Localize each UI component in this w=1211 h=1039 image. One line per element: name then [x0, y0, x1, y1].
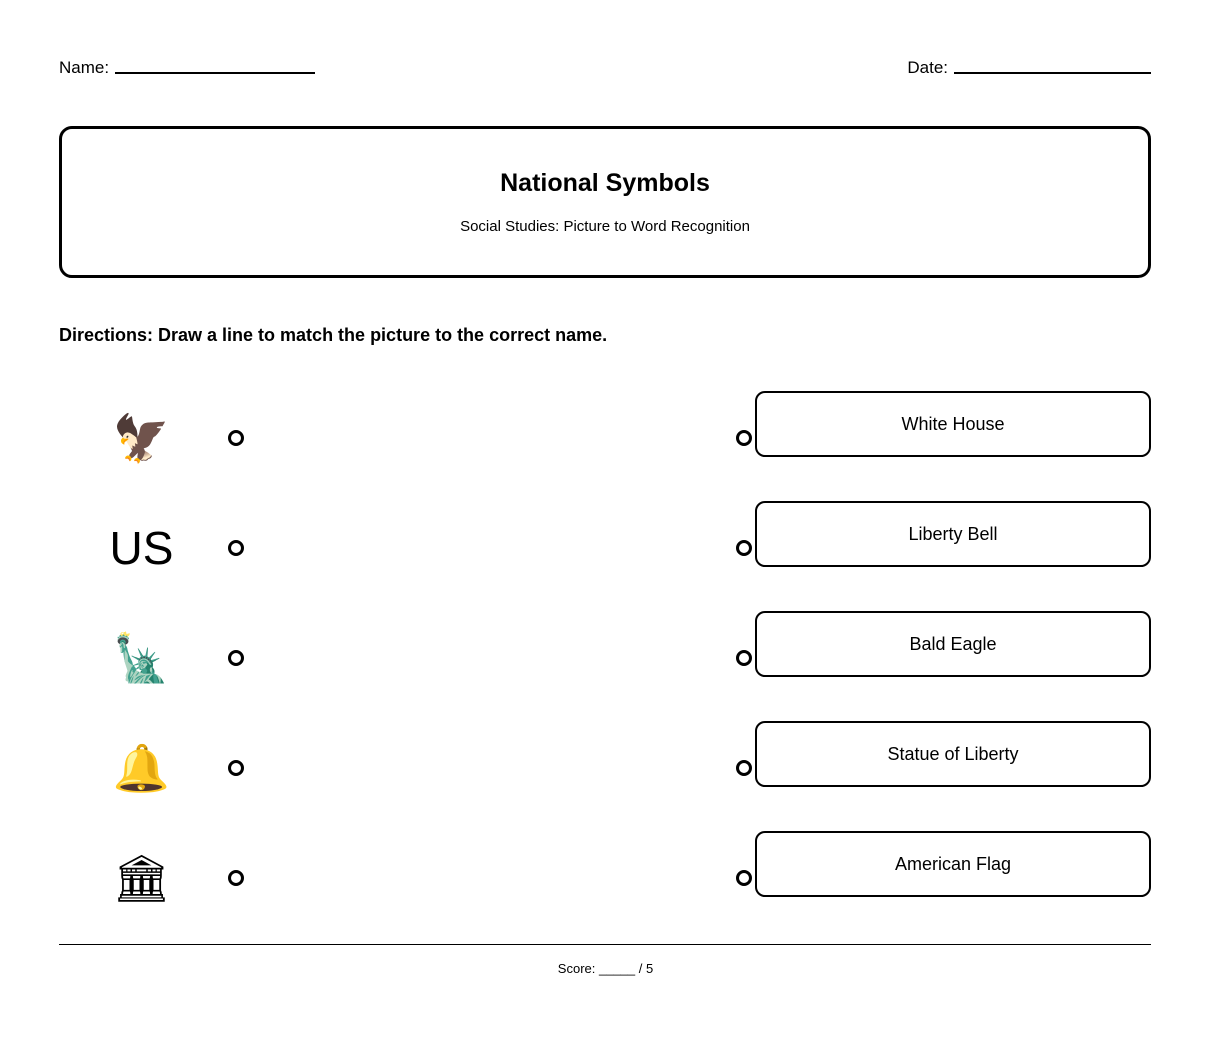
answer-option-box[interactable] — [755, 831, 1151, 897]
match-row — [59, 713, 1151, 823]
right-connector-dot[interactable] — [736, 870, 752, 886]
answer-option-box[interactable] — [755, 721, 1151, 787]
student-info-header — [59, 58, 1151, 78]
name-label: Name: — [59, 58, 110, 77]
right-connector-dot[interactable] — [736, 760, 752, 776]
answer-option-label: Bald Eagle — [909, 634, 997, 654]
classical-building-emoji: 🏛 — [112, 851, 171, 905]
picture-cell — [59, 383, 224, 493]
left-connector-dot[interactable] — [228, 540, 244, 556]
answer-option-box[interactable] — [755, 391, 1151, 457]
match-row — [59, 383, 1151, 493]
left-connector-dot[interactable] — [228, 760, 244, 776]
match-row — [59, 603, 1151, 713]
score-line: Score: _____ / 5 — [557, 961, 654, 976]
picture-cell — [59, 713, 224, 823]
right-connector-dot[interactable] — [736, 650, 752, 666]
date-label: Date: — [907, 58, 948, 77]
left-connector-dot[interactable] — [228, 650, 244, 666]
match-row — [59, 823, 1151, 933]
worksheet-subtitle: Social Studies: Picture to Word Recognition — [460, 218, 750, 235]
match-row — [59, 493, 1151, 603]
bald-eagle-emoji: 🦅 — [112, 411, 171, 465]
date-write-line[interactable] — [954, 72, 1151, 74]
left-connector-dot[interactable] — [228, 870, 244, 886]
matching-area — [59, 383, 1151, 933]
picture-cell — [59, 603, 224, 713]
answer-option-box[interactable] — [755, 501, 1151, 567]
bell-emoji: 🔔 — [112, 741, 171, 795]
answer-option-label: Statue of Liberty — [887, 744, 1019, 764]
name-write-line[interactable] — [115, 72, 315, 74]
answer-option-box[interactable] — [755, 611, 1151, 677]
picture-cell — [59, 493, 224, 603]
answer-option-label: White House — [901, 414, 1005, 434]
american-flag-emoji-fallback-text: US — [109, 522, 174, 574]
answer-option-label: American Flag — [894, 854, 1012, 874]
answer-option-label: Liberty Bell — [908, 524, 998, 544]
picture-cell — [59, 823, 224, 933]
right-connector-dot[interactable] — [736, 540, 752, 556]
date-field[interactable] — [907, 58, 1151, 78]
title-card — [59, 126, 1151, 278]
right-connector-dot[interactable] — [736, 430, 752, 446]
name-field[interactable] — [59, 58, 315, 78]
footer-divider — [59, 944, 1151, 945]
directions-text: Directions: Draw a line to match the picture to the correct name. — [59, 325, 608, 345]
worksheet-title: National Symbols — [500, 169, 710, 197]
statue-of-liberty-emoji: 🗽 — [112, 631, 171, 685]
left-connector-dot[interactable] — [228, 430, 244, 446]
